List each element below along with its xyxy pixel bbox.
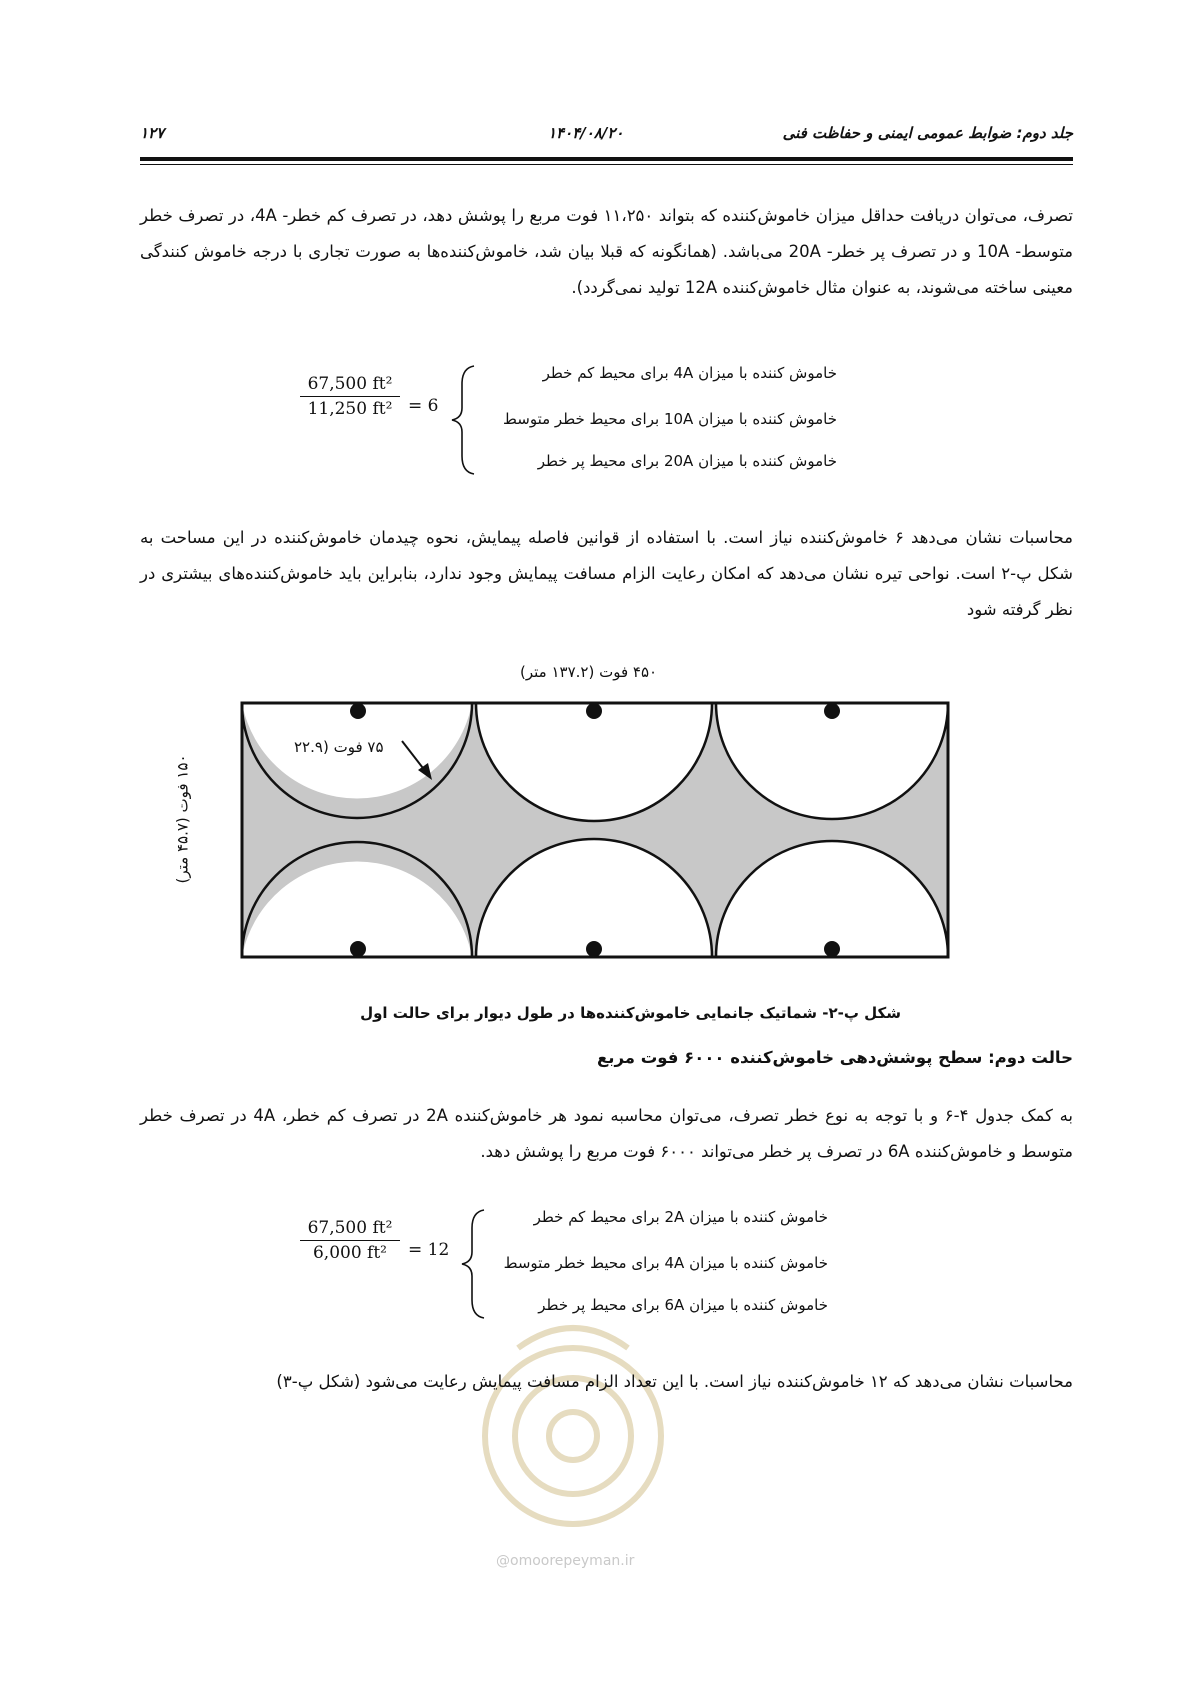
numerator-1: 67,500 ft² bbox=[300, 374, 400, 397]
formula1-item-high: خاموش کننده با میزان 20A برای محیط پر خطر bbox=[537, 452, 837, 470]
formula2-item-high: خاموش کننده با میزان 6A برای محیط پر خطر bbox=[538, 1296, 828, 1314]
paragraph-1: تصرف، می‌توان دریافت حداقل میزان خاموش‌کننده که بتواند ۱۱،۲۵۰ فوت مربع را پوشش دهد، در تصرف کم خطر- 4A، در تصرف خطر متوسط- 10A و در تصرف پر خطر- 20A می‌باشد. (همانگونه که قبلا بیان شد، خاموش‌کننده‌ها به صورت تجاری با درجه خاموش کنندگی معینی ساخته می‌شوند، به عنوان مثال خاموش‌کننده 12A تولید نمی‌گردد). bbox=[140, 206, 1074, 297]
paragraph-2: محاسبات نشان می‌دهد ۶ خاموش‌کننده نیاز است. با استفاده از قوانین فاصله پیمایش، نحوه چیدمان خاموش‌کننده در این مساحت به شکل پ-۲ است. نواحی تیره نشان می‌دهد که امکان رعایت الزام مسافت پیمایش وجود ندارد، بنابراین باید خاموش‌کننده‌های بیشتری در نظر گرفته شود bbox=[140, 528, 1073, 619]
formula1-item-medium: خاموش کننده با میزان 10A برای محیط خطر متوسط bbox=[503, 410, 837, 428]
fraction-2 bbox=[300, 1218, 400, 1263]
header-rule-thin bbox=[140, 164, 1073, 165]
extinguisher-dot bbox=[824, 703, 840, 719]
formula2-item-medium: خاموش کننده با میزان 4A برای محیط خطر متوسط bbox=[503, 1254, 828, 1272]
denominator-2: 6,000 ft² bbox=[312, 1243, 387, 1263]
watermark-text: @omoorepeyman.ir bbox=[496, 1553, 635, 1569]
formula-block-2 bbox=[300, 1208, 940, 1318]
numerator-2: 67,500 ft² bbox=[300, 1218, 400, 1241]
header-rule-thick bbox=[140, 157, 1073, 161]
left-brace-2 bbox=[460, 1208, 490, 1320]
extinguisher-dot bbox=[824, 941, 840, 957]
paragraph-3: به کمک جدول ۴-۶ و با توجه به نوع خطر تصرف، می‌توان محاسبه نمود هر خاموش‌کننده 2A در تصرف کم خطر، 4A در تصرف خطر متوسط و خاموش‌کننده 6A در تصرف پر خطر می‌تواند ۶۰۰۰ فوت مربع را پوشش دهد. bbox=[140, 1106, 1074, 1161]
figure-caption: شکل پ-۲- شماتیک جانمایی خاموش‌کننده‌ها در طول دیوار برای حالت اول bbox=[360, 1004, 901, 1022]
extinguisher-dot bbox=[586, 941, 602, 957]
extinguisher-dot bbox=[350, 941, 366, 957]
paragraph-4: محاسبات نشان می‌دهد که ۱۲ خاموش‌کننده نیاز است. با این تعداد الزام مسافت پیمایش رعایت می‌شود (شکل پ-۳) bbox=[276, 1372, 1073, 1391]
left-brace-1 bbox=[450, 364, 480, 476]
figure-top-label: ۴۵۰ فوت (۱۳۷.۲ متر) bbox=[520, 663, 658, 681]
fraction-1 bbox=[300, 374, 400, 419]
page-number: ۱۲۷ bbox=[140, 124, 165, 142]
denominator-1: 11,250 ft² bbox=[307, 399, 393, 419]
section-heading: حالت دوم: سطح پوشش‌دهی خاموش‌کننده ۶۰۰۰ فوت مربع bbox=[597, 1048, 1073, 1067]
extinguisher-dot bbox=[350, 703, 366, 719]
figure-side-label: ۱۵۰ فوت (۴۵.۷ متر) bbox=[173, 754, 192, 884]
result-2: = 12 bbox=[408, 1240, 450, 1260]
watermark-logo bbox=[478, 1318, 668, 1548]
extinguisher-dot bbox=[586, 703, 602, 719]
radius-label: ۷۵ فوت (۲۲.۹ bbox=[294, 738, 384, 756]
formula1-item-low: خاموش کننده با میزان 4A برای محیط کم خطر bbox=[542, 364, 837, 382]
formula2-item-low: خاموش کننده با میزان 2A برای محیط کم خطر bbox=[533, 1208, 828, 1226]
formula-block-1 bbox=[300, 364, 940, 474]
running-title: جلد دوم: ضوابط عمومی ایمنی و حفاظت فنی bbox=[782, 124, 1073, 142]
result-1: = 6 bbox=[408, 396, 439, 416]
header-date: ۱۴۰۴/۰۸/۲۰ bbox=[548, 124, 624, 142]
